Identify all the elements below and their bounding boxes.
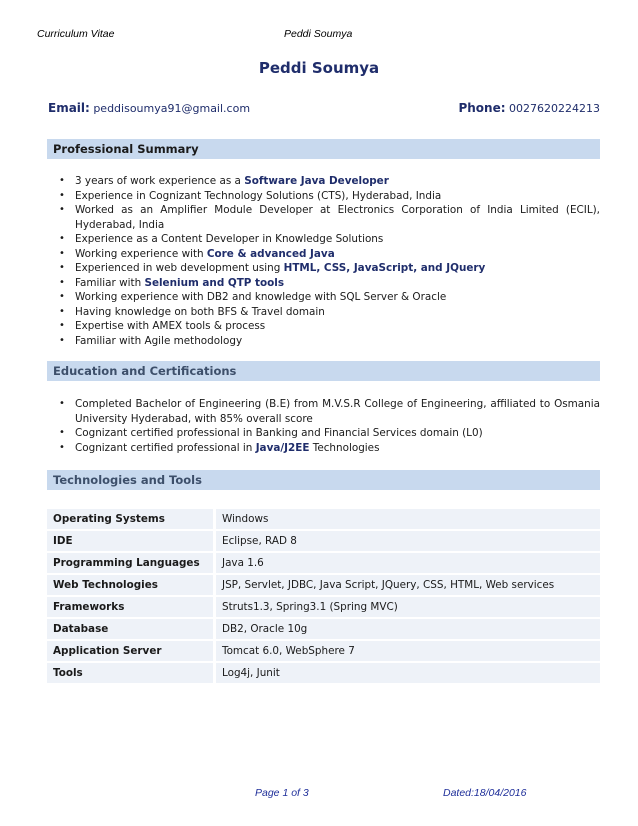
list-item-text: Cognizant certified professional in: [75, 441, 256, 454]
list-item: [59, 426, 600, 441]
table-row: [47, 597, 600, 617]
table-cell-category: Operating Systems: [47, 509, 216, 529]
list-item-text: Worked as an Amplifier Module Developer at Electronics Corporation of India Limited (ECIL), Hyderabad, India: [75, 204, 600, 231]
table-cell-category: Web Technologies: [47, 575, 216, 595]
table-row: [47, 641, 600, 661]
candidate-name: Peddi Soumya: [258, 59, 380, 77]
table-cell-category: IDE: [47, 531, 216, 551]
list-item: [59, 261, 600, 276]
list-item: [59, 319, 600, 334]
section-header-summary: Professional Summary: [47, 139, 600, 159]
table-row: [47, 575, 600, 595]
list-item-text: Experience as a Content Developer in Knowledge Solutions: [75, 233, 384, 245]
phone-line: [458, 101, 600, 115]
list-item-text: Working experience with DB2 and knowledge with SQL Server & Oracle: [75, 291, 447, 303]
list-item-text: Having knowledge on both BFS & Travel domain: [75, 305, 325, 318]
header-center-text: Peddi Soumya: [284, 28, 353, 40]
list-item: [59, 276, 600, 291]
list-item-text: Experienced in web development using: [75, 262, 284, 274]
email-label: Email:: [48, 101, 90, 115]
phone-label: Phone:: [458, 101, 506, 115]
table-cell-value: JSP, Servlet, JDBC, Java Script, JQuery, CSS, HTML, Web services: [216, 575, 600, 595]
table-cell-category: Database: [47, 619, 216, 639]
list-item: [59, 247, 600, 262]
list-item-highlight: Core & advanced Java: [206, 247, 335, 260]
table-cell-category: Programming Languages: [47, 553, 216, 573]
table-row: [47, 553, 600, 573]
list-item-highlight: Software Java Developer: [244, 175, 389, 187]
list-item: [59, 203, 600, 232]
table-cell-category: Application Server: [47, 641, 216, 661]
footer-page-number: Page 1 of 3: [255, 787, 309, 799]
table-cell-category: Tools: [47, 663, 216, 683]
list-item: [59, 397, 600, 426]
list-item-highlight: HTML, CSS, JavaScript, and JQuery: [283, 262, 486, 274]
table-cell-value: Windows: [216, 509, 600, 529]
table-cell-value: Java 1.6: [216, 553, 600, 573]
table-row: [47, 509, 600, 529]
table-cell-value: Struts1.3, Spring3.1 (Spring MVC): [216, 597, 600, 617]
list-item-text: Completed Bachelor of Engineering (B.E) from M.V.S.R College of Engineering, affiliated to Osmania University Hyderabad, with 85% overall score: [75, 398, 600, 425]
education-list: [59, 397, 600, 455]
section-header-education: Education and Certifications: [47, 361, 600, 381]
footer-date: Dated:18/04/2016: [443, 787, 527, 799]
phone-value: 0027620224213: [509, 102, 600, 115]
table-row: [47, 531, 600, 551]
email-value[interactable]: peddisoumya91@gmail.com: [93, 102, 251, 115]
list-item-text: 3 years of work experience as a: [75, 175, 245, 187]
table-row: [47, 619, 600, 639]
list-item: [59, 334, 600, 349]
technologies-table: [47, 507, 600, 685]
list-item: [59, 290, 600, 305]
table-row: [47, 663, 600, 683]
table-cell-value: Eclipse, RAD 8: [216, 531, 600, 551]
section-header-technologies: Technologies and Tools: [47, 470, 600, 490]
list-item: [59, 305, 600, 320]
list-item: [59, 441, 600, 456]
list-item-text: Familiar with Agile methodology: [75, 334, 243, 347]
list-item: [59, 189, 600, 204]
table-cell-value: DB2, Oracle 10g: [216, 619, 600, 639]
table-cell-value: Log4j, Junit: [216, 663, 600, 683]
list-item-text: Expertise with AMEX tools & process: [75, 320, 266, 332]
list-item-highlight: Selenium and QTP tools: [144, 276, 285, 289]
list-item-text: Technologies: [309, 441, 380, 454]
list-item-highlight: Java/J2EE: [255, 441, 310, 454]
list-item-text: Familiar with: [75, 276, 145, 289]
header-left-text: Curriculum Vitae: [37, 28, 115, 40]
list-item: [59, 174, 600, 189]
list-item-text: Experience in Cognizant Technology Solutions (CTS), Hyderabad, India: [75, 189, 442, 202]
table-cell-value: Tomcat 6.0, WebSphere 7: [216, 641, 600, 661]
list-item-text: Working experience with: [75, 247, 207, 260]
table-cell-category: Frameworks: [47, 597, 216, 617]
list-item: [59, 232, 600, 247]
list-item-text: Cognizant certified professional in Banking and Financial Services domain (L0): [75, 427, 483, 439]
email-line: [48, 101, 250, 115]
summary-list: [59, 174, 600, 348]
